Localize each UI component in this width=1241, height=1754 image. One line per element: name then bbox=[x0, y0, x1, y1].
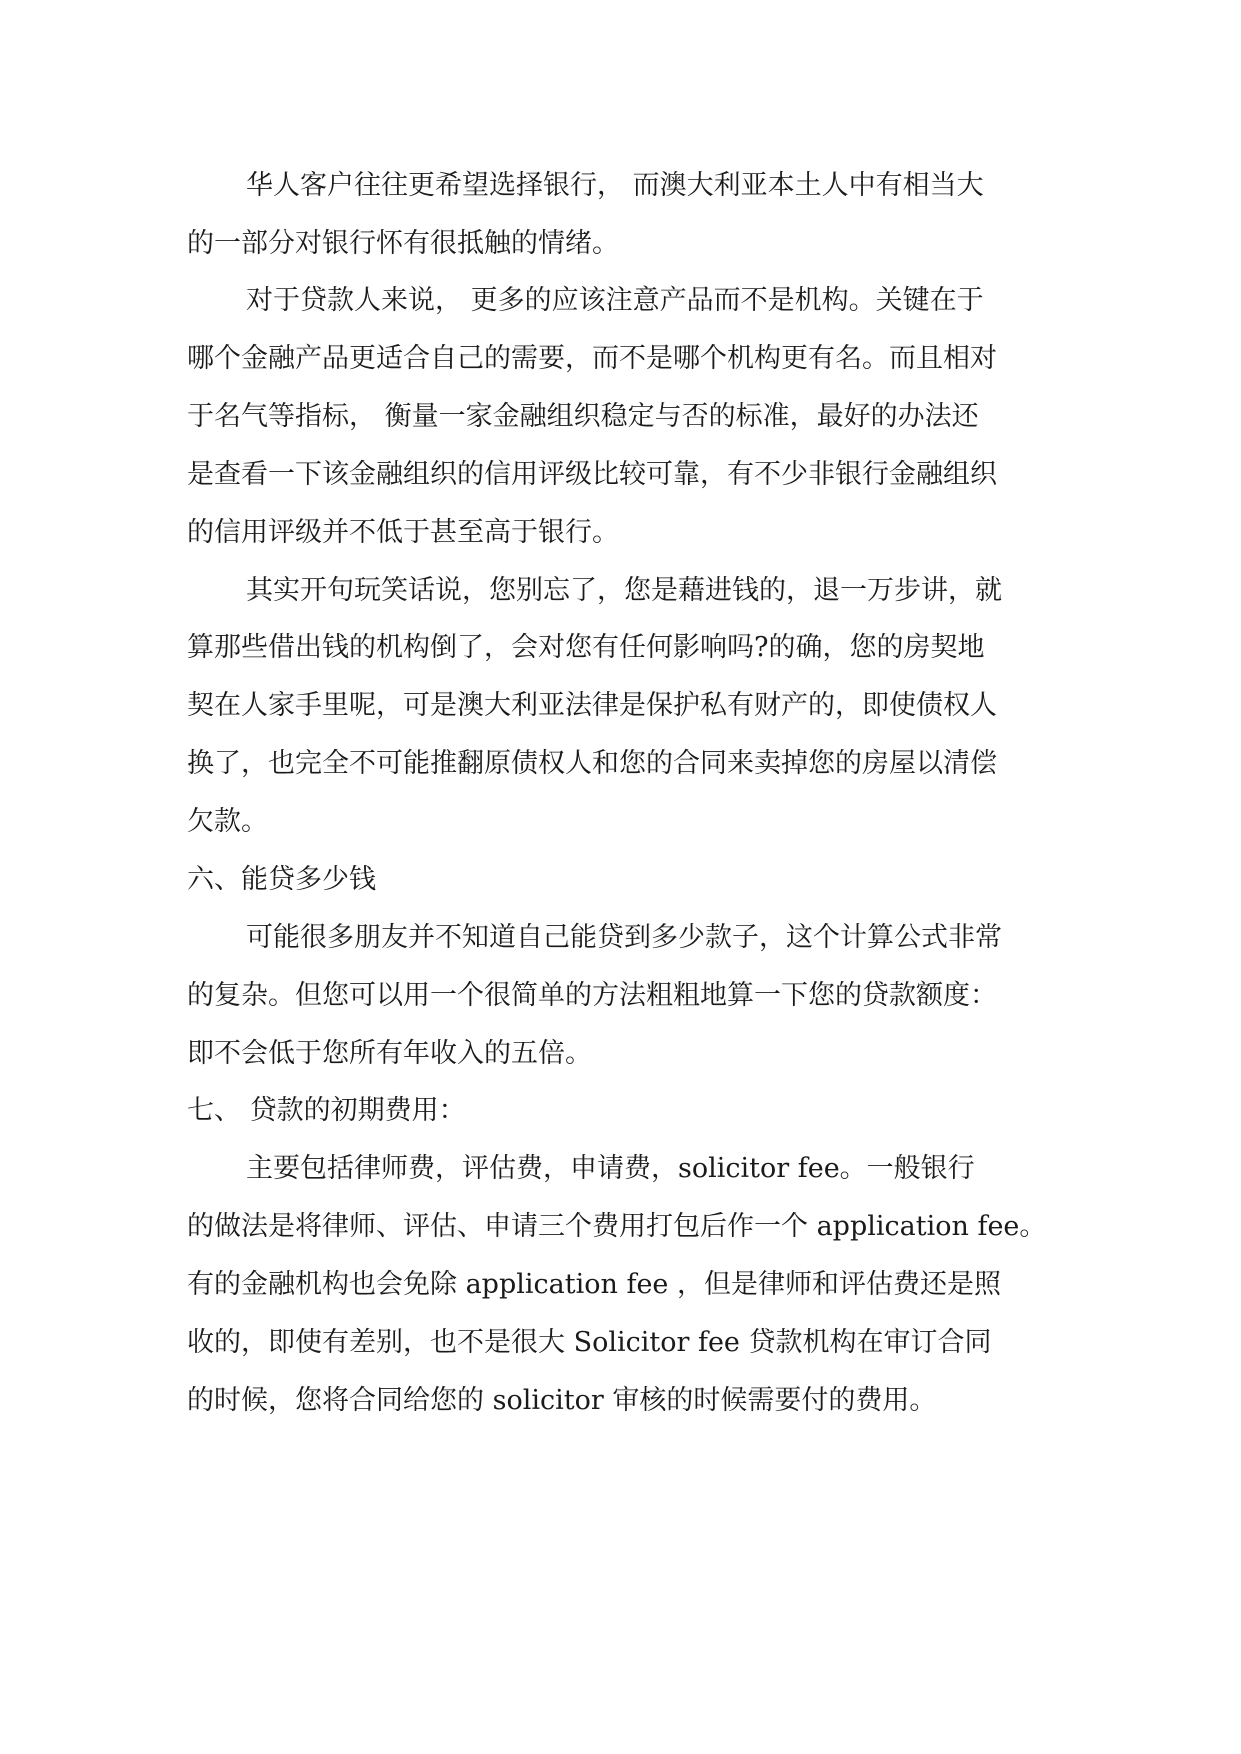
para-2-line-2: 哪个金融产品更适合自己的需要，而不是哪个机构更有名。而且相对 bbox=[187, 343, 997, 374]
section-heading-7: 七、 贷款的初期费用： bbox=[187, 1095, 466, 1126]
para-3-line-3: 契在人家手里呢，可是澳大利亚法律是保护私有财产的，即使债权人 bbox=[187, 690, 997, 721]
para-5-line-1: 主要包括律师费，评估费，申请费，solicitor fee。一般银行 bbox=[246, 1153, 975, 1184]
section-heading-6: 六、能贷多少钱 bbox=[187, 864, 376, 895]
para-3-line-1: 其实开句玩笑话说，您别忘了，您是藉进钱的，退一万步讲，就 bbox=[246, 575, 1002, 606]
para-3-line-2: 算那些借出钱的机构倒了，会对您有任何影响吗?的确，您的房契地 bbox=[187, 632, 985, 663]
para-5-line-2: 的做法是将律师、评估、申请三个费用打包后作一个 application fee。 bbox=[187, 1211, 1047, 1242]
para-4-line-3: 即不会低于您所有年收入的五倍。 bbox=[187, 1038, 592, 1069]
para-4-line-1: 可能很多朋友并不知道自己能贷到多少款子，这个计算公式非常 bbox=[246, 922, 1002, 953]
para-2-line-5: 的信用评级并不低于甚至高于银行。 bbox=[187, 517, 619, 548]
para-5-line-3: 有的金融机构也会免除 application fee ，但是律师和评估费还是照 bbox=[187, 1269, 1001, 1300]
para-3-line-5: 欠款。 bbox=[187, 806, 268, 837]
para-1-line-2: 的一部分对银行怀有很抵触的情绪。 bbox=[187, 228, 619, 259]
para-2-line-3: 于名气等指标， 衡量一家金融组织稳定与否的标准，最好的办法还 bbox=[187, 401, 979, 432]
para-5-line-5: 的时候，您将合同给您的 solicitor 审核的时候需要付的费用。 bbox=[187, 1385, 937, 1416]
para-4-line-2: 的复杂。但您可以用一个很简单的方法粗粗地算一下您的贷款额度： bbox=[187, 980, 997, 1011]
para-1-line-1: 华人客户往往更希望选择银行， 而澳大利亚本土人中有相当大 bbox=[246, 170, 984, 201]
para-3-line-4: 换了，也完全不可能推翻原债权人和您的合同来卖掉您的房屋以清偿 bbox=[187, 748, 997, 779]
para-5-line-4: 收的，即使有差别，也不是很大 Solicitor fee 贷款机构在审订合同 bbox=[187, 1327, 992, 1358]
para-2-line-1: 对于贷款人来说， 更多的应该注意产品而不是机构。关键在于 bbox=[246, 285, 984, 316]
para-2-line-4: 是查看一下该金融组织的信用评级比较可靠，有不少非银行金融组织 bbox=[187, 459, 997, 490]
